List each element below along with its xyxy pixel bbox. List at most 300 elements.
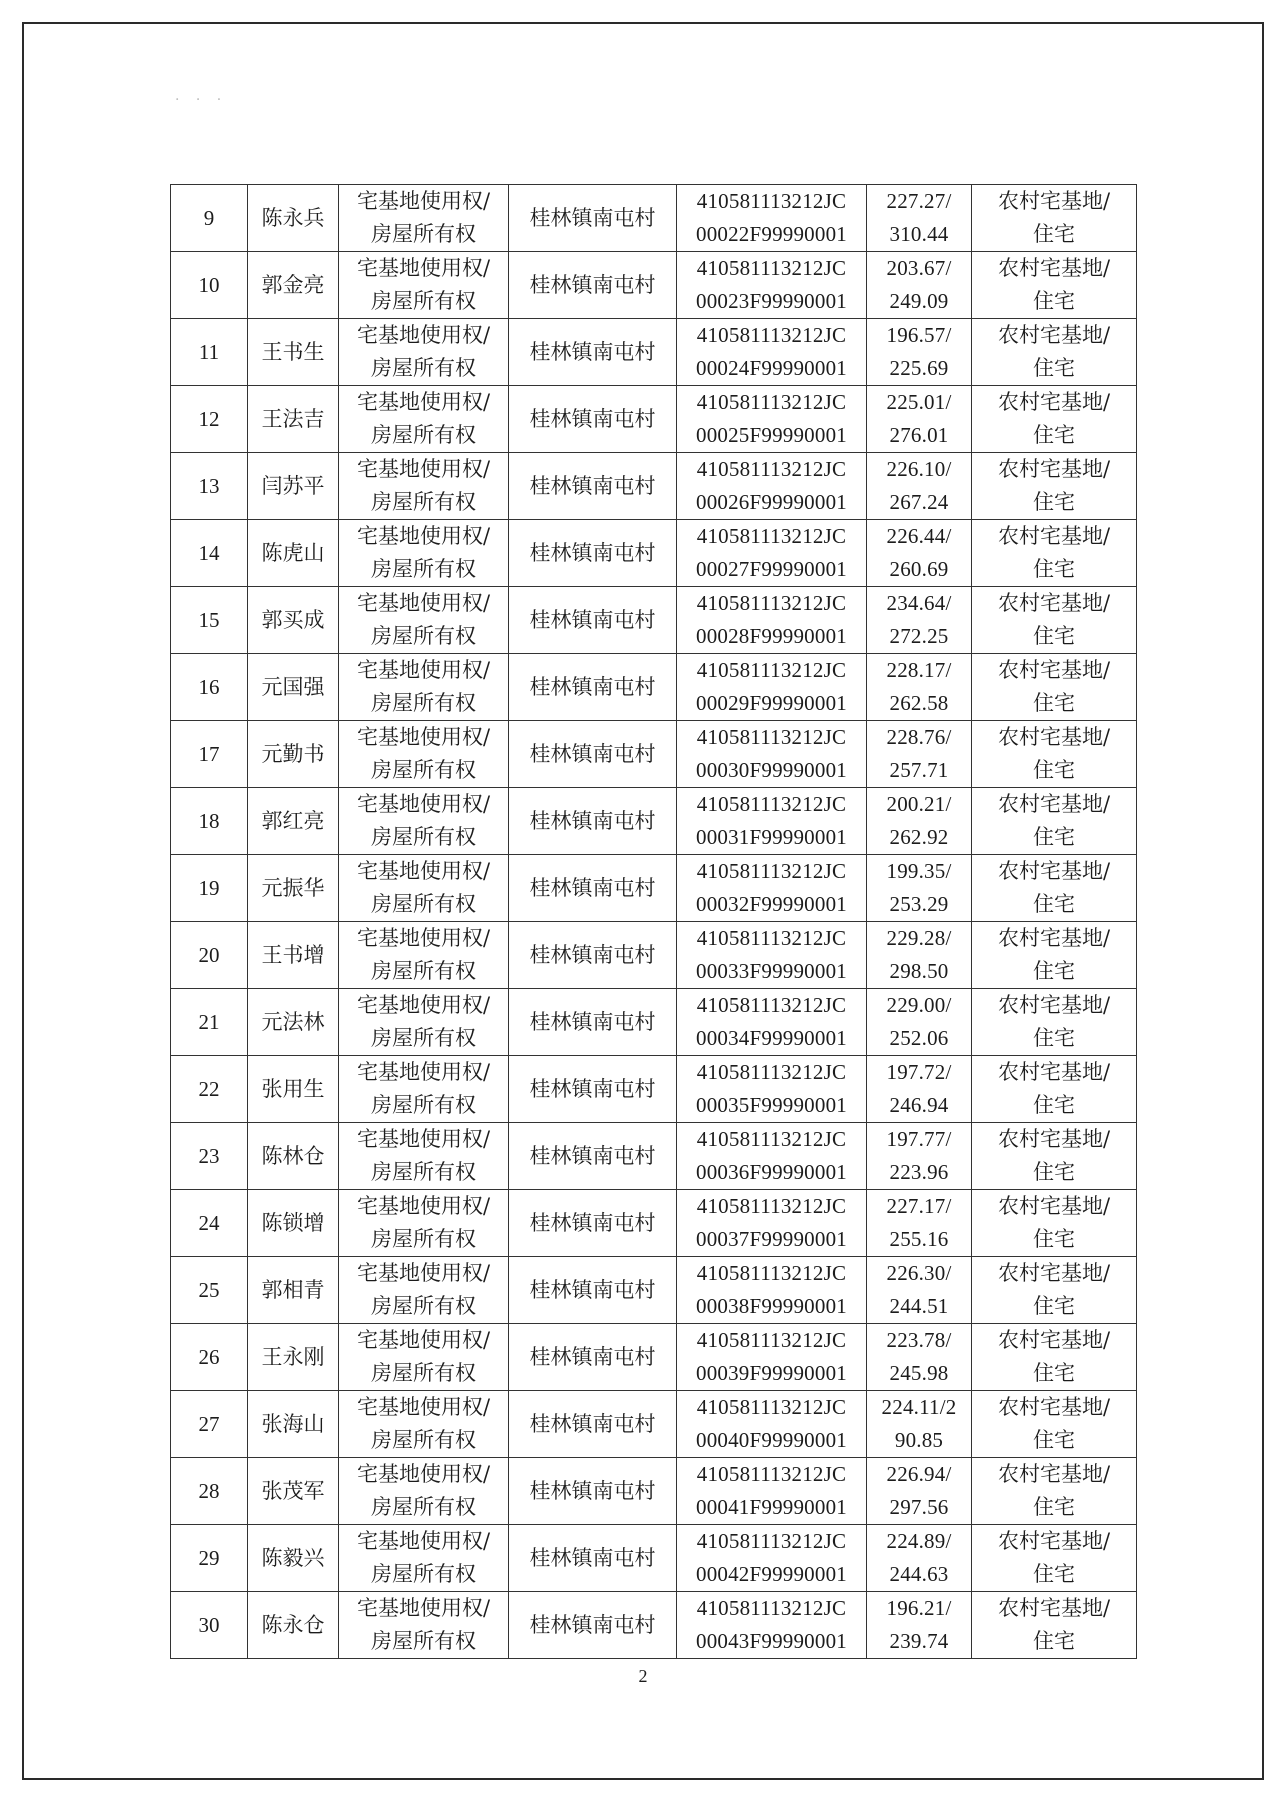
owner-name-cell [248, 721, 339, 788]
owner-name-cell [248, 654, 339, 721]
area-cell [867, 185, 972, 252]
right-type-cell [339, 1056, 509, 1123]
area-cell [867, 721, 972, 788]
land-use-cell [972, 453, 1137, 520]
right-type-text: 房屋所有权 [371, 1227, 476, 1251]
owner-name-cell [248, 1525, 339, 1592]
location-text: 桂林镇南屯村 [529, 942, 656, 967]
location-cell [509, 1324, 677, 1391]
unit-code-text: 410581113212JC [696, 323, 847, 347]
unit-code-text: 410581113212JC [696, 591, 847, 615]
row-number-cell [171, 1257, 248, 1324]
unit-code-cell [677, 1525, 867, 1592]
table-row [171, 587, 1137, 654]
owner-name-text: 陈虎山 [261, 540, 325, 565]
row-number-cell [171, 1458, 248, 1525]
owner-name-text: 元振华 [261, 875, 325, 900]
row-number-text: 18 [198, 808, 220, 833]
unit-code-text: 00030F99990001 [696, 758, 847, 782]
row-number-cell [171, 386, 248, 453]
right-type-text: 宅基地使用权/ [356, 591, 491, 615]
row-number-cell [171, 453, 248, 520]
land-use-cell [972, 922, 1137, 989]
area-cell [867, 1525, 972, 1592]
right-type-text: 房屋所有权 [371, 1428, 476, 1452]
land-use-text: 农村宅基地/ [997, 1462, 1111, 1486]
unit-code-text: 410581113212JC [696, 189, 847, 213]
land-use-cell [972, 185, 1137, 252]
area-text: 228.17/ [886, 658, 952, 682]
land-use-text: 住宅 [1033, 222, 1075, 246]
table-row [171, 1391, 1137, 1458]
land-use-cell [972, 1190, 1137, 1257]
location-cell [509, 520, 677, 587]
right-type-text: 宅基地使用权/ [356, 1060, 491, 1084]
area-text: 228.76/ [886, 725, 952, 749]
unit-code-text: 410581113212JC [696, 1596, 847, 1620]
area-text: 224.89/ [886, 1529, 952, 1553]
location-text: 桂林镇南屯村 [529, 741, 656, 766]
land-use-cell [972, 587, 1137, 654]
unit-code-text: 410581113212JC [696, 256, 847, 280]
unit-code-text: 410581113212JC [696, 1261, 847, 1285]
right-type-cell [339, 1458, 509, 1525]
location-cell [509, 252, 677, 319]
area-text: 225.01/ [886, 390, 952, 414]
right-type-cell [339, 1190, 509, 1257]
location-text: 桂林镇南屯村 [529, 1210, 656, 1235]
owner-name-text: 元法林 [261, 1009, 325, 1034]
right-type-text: 宅基地使用权/ [356, 256, 491, 280]
land-use-cell [972, 1324, 1137, 1391]
owner-name-cell [248, 855, 339, 922]
unit-code-cell [677, 185, 867, 252]
right-type-text: 宅基地使用权/ [356, 993, 491, 1017]
area-text: 260.69 [889, 557, 949, 581]
area-cell [867, 319, 972, 386]
area-text: 223.78/ [886, 1328, 952, 1352]
location-text: 桂林镇南屯村 [529, 1545, 656, 1570]
land-use-text: 农村宅基地/ [997, 256, 1111, 280]
area-cell [867, 520, 972, 587]
area-text: 90.85 [894, 1428, 944, 1452]
land-use-text: 农村宅基地/ [997, 725, 1111, 749]
area-text: 225.69 [889, 356, 949, 380]
row-number-text: 24 [198, 1210, 220, 1235]
area-cell [867, 1123, 972, 1190]
right-type-text: 房屋所有权 [371, 490, 476, 514]
right-type-cell [339, 1592, 509, 1659]
area-text: 199.35/ [886, 859, 952, 883]
right-type-text: 宅基地使用权/ [356, 189, 491, 213]
unit-code-text: 00040F99990001 [696, 1428, 847, 1452]
unit-code-text: 00025F99990001 [696, 423, 847, 447]
location-text: 桂林镇南屯村 [529, 1009, 656, 1034]
table-row [171, 855, 1137, 922]
table-row [171, 319, 1137, 386]
area-text: 298.50 [889, 959, 949, 983]
land-use-text: 住宅 [1033, 1428, 1075, 1452]
owner-name-cell [248, 185, 339, 252]
row-number-text: 30 [198, 1612, 220, 1637]
land-use-cell [972, 252, 1137, 319]
right-type-cell [339, 721, 509, 788]
unit-code-text: 410581113212JC [696, 524, 847, 548]
row-number-cell [171, 922, 248, 989]
land-use-text: 住宅 [1033, 1227, 1075, 1251]
area-cell [867, 989, 972, 1056]
land-use-text: 农村宅基地/ [997, 457, 1111, 481]
location-text: 桂林镇南屯村 [529, 406, 656, 431]
location-text: 桂林镇南屯村 [529, 1143, 656, 1168]
unit-code-text: 410581113212JC [696, 926, 847, 950]
right-type-cell [339, 1391, 509, 1458]
location-text: 桂林镇南屯村 [529, 1277, 656, 1302]
location-cell [509, 922, 677, 989]
location-text: 桂林镇南屯村 [529, 1478, 656, 1503]
location-text: 桂林镇南屯村 [529, 1612, 656, 1637]
unit-code-text: 410581113212JC [696, 1127, 847, 1151]
area-cell [867, 654, 972, 721]
unit-code-text: 00041F99990001 [696, 1495, 847, 1519]
land-use-text: 农村宅基地/ [997, 1127, 1111, 1151]
area-cell [867, 1324, 972, 1391]
unit-code-cell [677, 654, 867, 721]
row-number-text: 14 [198, 540, 220, 565]
row-number-cell [171, 1391, 248, 1458]
table-row [171, 1056, 1137, 1123]
location-cell [509, 185, 677, 252]
area-text: 226.30/ [886, 1261, 952, 1285]
owner-name-text: 元勤书 [261, 741, 325, 766]
unit-code-text: 00029F99990001 [696, 691, 847, 715]
unit-code-text: 00043F99990001 [696, 1629, 847, 1653]
table-row [171, 1525, 1137, 1592]
right-type-cell [339, 855, 509, 922]
area-text: 272.25 [889, 624, 949, 648]
unit-code-text: 00027F99990001 [696, 557, 847, 581]
unit-code-cell [677, 1458, 867, 1525]
owner-name-cell [248, 1190, 339, 1257]
row-number-cell [171, 855, 248, 922]
row-number-cell [171, 721, 248, 788]
right-type-text: 宅基地使用权/ [356, 725, 491, 749]
land-use-text: 农村宅基地/ [997, 189, 1111, 213]
unit-code-cell [677, 1592, 867, 1659]
owner-name-cell [248, 252, 339, 319]
land-use-text: 住宅 [1033, 289, 1075, 313]
row-number-cell [171, 1324, 248, 1391]
area-text: 229.00/ [886, 993, 952, 1017]
row-number-text: 11 [198, 339, 220, 364]
row-number-text: 21 [198, 1009, 220, 1034]
area-text: 197.72/ [886, 1060, 952, 1084]
right-type-text: 宅基地使用权/ [356, 1328, 491, 1352]
owner-name-cell [248, 1056, 339, 1123]
right-type-text: 宅基地使用权/ [356, 457, 491, 481]
unit-code-cell [677, 587, 867, 654]
right-type-cell [339, 185, 509, 252]
right-type-text: 宅基地使用权/ [356, 1596, 491, 1620]
unit-code-text: 00033F99990001 [696, 959, 847, 983]
unit-code-cell [677, 788, 867, 855]
unit-code-cell [677, 319, 867, 386]
right-type-cell [339, 654, 509, 721]
owner-name-text: 王法吉 [261, 406, 325, 431]
land-use-text: 农村宅基地/ [997, 524, 1111, 548]
unit-code-text: 00023F99990001 [696, 289, 847, 313]
area-text: 253.29 [889, 892, 949, 916]
unit-code-text: 410581113212JC [696, 993, 847, 1017]
land-use-text: 住宅 [1033, 1160, 1075, 1184]
land-use-cell [972, 1123, 1137, 1190]
owner-name-text: 王永刚 [261, 1344, 325, 1369]
table-row [171, 520, 1137, 587]
row-number-text: 9 [203, 205, 215, 230]
unit-code-text: 00031F99990001 [696, 825, 847, 849]
location-text: 桂林镇南屯村 [529, 205, 656, 230]
land-use-cell [972, 319, 1137, 386]
owner-name-text: 郭买成 [261, 607, 325, 632]
row-number-cell [171, 520, 248, 587]
land-use-text: 住宅 [1033, 1026, 1075, 1050]
unit-code-text: 00042F99990001 [696, 1562, 847, 1586]
land-use-text: 农村宅基地/ [997, 591, 1111, 615]
right-type-text: 宅基地使用权/ [356, 390, 491, 414]
row-number-cell [171, 1190, 248, 1257]
owner-name-cell [248, 1123, 339, 1190]
location-cell [509, 319, 677, 386]
right-type-text: 房屋所有权 [371, 356, 476, 380]
table-row [171, 252, 1137, 319]
area-cell [867, 855, 972, 922]
right-type-text: 宅基地使用权/ [356, 859, 491, 883]
table-row [171, 1123, 1137, 1190]
land-use-cell [972, 989, 1137, 1056]
right-type-text: 房屋所有权 [371, 1562, 476, 1586]
unit-code-cell [677, 1324, 867, 1391]
land-use-text: 住宅 [1033, 624, 1075, 648]
land-use-text: 住宅 [1033, 1495, 1075, 1519]
right-type-text: 房屋所有权 [371, 959, 476, 983]
unit-code-text: 410581113212JC [696, 1060, 847, 1084]
unit-code-text: 410581113212JC [696, 1194, 847, 1218]
land-use-text: 住宅 [1033, 758, 1075, 782]
row-number-cell [171, 185, 248, 252]
row-number-text: 27 [198, 1411, 220, 1436]
right-type-cell [339, 1525, 509, 1592]
unit-code-text: 00038F99990001 [696, 1294, 847, 1318]
table-row [171, 1190, 1137, 1257]
land-use-cell [972, 520, 1137, 587]
right-type-text: 宅基地使用权/ [356, 1395, 491, 1419]
location-cell [509, 855, 677, 922]
right-type-text: 房屋所有权 [371, 289, 476, 313]
owner-name-cell [248, 520, 339, 587]
land-use-cell [972, 721, 1137, 788]
right-type-text: 宅基地使用权/ [356, 524, 491, 548]
area-text: 245.98 [889, 1361, 949, 1385]
right-type-cell [339, 319, 509, 386]
unit-code-text: 410581113212JC [696, 1529, 847, 1553]
table-row [171, 1592, 1137, 1659]
location-text: 桂林镇南屯村 [529, 1076, 656, 1101]
right-type-text: 宅基地使用权/ [356, 1194, 491, 1218]
right-type-text: 宅基地使用权/ [356, 1261, 491, 1285]
location-text: 桂林镇南屯村 [529, 875, 656, 900]
area-text: 197.77/ [886, 1127, 952, 1151]
area-text: 252.06 [889, 1026, 949, 1050]
row-number-cell [171, 1056, 248, 1123]
right-type-text: 房屋所有权 [371, 825, 476, 849]
area-text: 244.51 [889, 1294, 949, 1318]
unit-code-text: 00035F99990001 [696, 1093, 847, 1117]
unit-code-text: 00032F99990001 [696, 892, 847, 916]
location-text: 桂林镇南屯村 [529, 607, 656, 632]
land-use-text: 农村宅基地/ [997, 859, 1111, 883]
area-text: 257.71 [889, 758, 949, 782]
right-type-cell [339, 1324, 509, 1391]
row-number-cell [171, 654, 248, 721]
owner-name-text: 元国强 [261, 674, 325, 699]
owner-name-cell [248, 1458, 339, 1525]
unit-code-text: 00028F99990001 [696, 624, 847, 648]
land-use-text: 农村宅基地/ [997, 926, 1111, 950]
row-number-text: 23 [198, 1143, 220, 1168]
owner-name-text: 郭红亮 [261, 808, 325, 833]
land-use-text: 住宅 [1033, 825, 1075, 849]
table-row [171, 453, 1137, 520]
table-row [171, 185, 1137, 252]
right-type-cell [339, 1257, 509, 1324]
row-number-text: 13 [198, 473, 220, 498]
location-cell [509, 721, 677, 788]
unit-code-cell [677, 252, 867, 319]
land-use-cell [972, 1056, 1137, 1123]
right-type-cell [339, 520, 509, 587]
unit-code-cell [677, 1123, 867, 1190]
unit-code-text: 410581113212JC [696, 1395, 847, 1419]
right-type-text: 宅基地使用权/ [356, 792, 491, 816]
right-type-cell [339, 252, 509, 319]
row-number-text: 17 [198, 741, 220, 766]
land-use-cell [972, 1592, 1137, 1659]
unit-code-text: 410581113212JC [696, 658, 847, 682]
location-cell [509, 1525, 677, 1592]
land-use-text: 农村宅基地/ [997, 792, 1111, 816]
area-cell [867, 252, 972, 319]
right-type-text: 房屋所有权 [371, 1160, 476, 1184]
right-type-cell [339, 788, 509, 855]
row-number-text: 26 [198, 1344, 220, 1369]
owner-name-text: 陈锁增 [261, 1210, 325, 1235]
location-text: 桂林镇南屯村 [529, 339, 656, 364]
land-use-text: 住宅 [1033, 1294, 1075, 1318]
area-text: 224.11/2 [881, 1395, 957, 1419]
right-type-text: 宅基地使用权/ [356, 1462, 491, 1486]
table-row [171, 922, 1137, 989]
row-number-cell [171, 1123, 248, 1190]
row-number-text: 16 [198, 674, 220, 699]
row-number-cell [171, 1525, 248, 1592]
unit-code-cell [677, 520, 867, 587]
area-cell [867, 788, 972, 855]
owner-name-text: 张海山 [261, 1411, 325, 1436]
unit-code-cell [677, 1056, 867, 1123]
right-type-text: 房屋所有权 [371, 1294, 476, 1318]
row-number-text: 10 [198, 272, 220, 297]
land-use-cell [972, 1391, 1137, 1458]
unit-code-cell [677, 922, 867, 989]
unit-code-text: 410581113212JC [696, 725, 847, 749]
unit-code-text: 00034F99990001 [696, 1026, 847, 1050]
unit-code-text: 00026F99990001 [696, 490, 847, 514]
unit-code-cell [677, 1391, 867, 1458]
location-cell [509, 453, 677, 520]
owner-name-cell [248, 319, 339, 386]
land-use-cell [972, 654, 1137, 721]
right-type-text: 房屋所有权 [371, 624, 476, 648]
owner-name-cell [248, 1592, 339, 1659]
land-use-text: 住宅 [1033, 1629, 1075, 1653]
page-number: 2 [638, 1666, 648, 1686]
location-text: 桂林镇南屯村 [529, 1344, 656, 1369]
unit-code-cell [677, 453, 867, 520]
area-text: 262.92 [889, 825, 949, 849]
row-number-text: 25 [198, 1277, 220, 1302]
land-use-cell [972, 1257, 1137, 1324]
unit-code-text: 00036F99990001 [696, 1160, 847, 1184]
table-body [171, 185, 1137, 1659]
table-row [171, 1458, 1137, 1525]
area-text: 200.21/ [886, 792, 952, 816]
land-use-cell [972, 1458, 1137, 1525]
unit-code-text: 00037F99990001 [696, 1227, 847, 1251]
location-cell [509, 1056, 677, 1123]
location-text: 桂林镇南屯村 [529, 1411, 656, 1436]
area-text: 226.44/ [886, 524, 952, 548]
area-cell [867, 1190, 972, 1257]
location-cell [509, 1592, 677, 1659]
area-cell [867, 922, 972, 989]
location-cell [509, 654, 677, 721]
right-type-text: 房屋所有权 [371, 557, 476, 581]
right-type-text: 房屋所有权 [371, 423, 476, 447]
row-number-cell [171, 587, 248, 654]
unit-code-text: 410581113212JC [696, 792, 847, 816]
area-cell [867, 386, 972, 453]
row-number-text: 20 [198, 942, 220, 967]
right-type-text: 房屋所有权 [371, 691, 476, 715]
area-cell [867, 1391, 972, 1458]
area-text: 196.21/ [886, 1596, 952, 1620]
table-row [171, 1257, 1137, 1324]
land-use-text: 住宅 [1033, 691, 1075, 715]
land-use-text: 住宅 [1033, 423, 1075, 447]
owner-name-text: 王书增 [261, 942, 325, 967]
location-cell [509, 788, 677, 855]
area-text: 227.17/ [886, 1194, 952, 1218]
owner-name-cell [248, 788, 339, 855]
right-type-text: 房屋所有权 [371, 1026, 476, 1050]
location-text: 桂林镇南屯村 [529, 272, 656, 297]
owner-name-text: 陈永仓 [261, 1612, 325, 1637]
area-text: 229.28/ [886, 926, 952, 950]
land-use-cell [972, 788, 1137, 855]
table-row [171, 654, 1137, 721]
right-type-cell [339, 386, 509, 453]
area-text: 246.94 [889, 1093, 949, 1117]
